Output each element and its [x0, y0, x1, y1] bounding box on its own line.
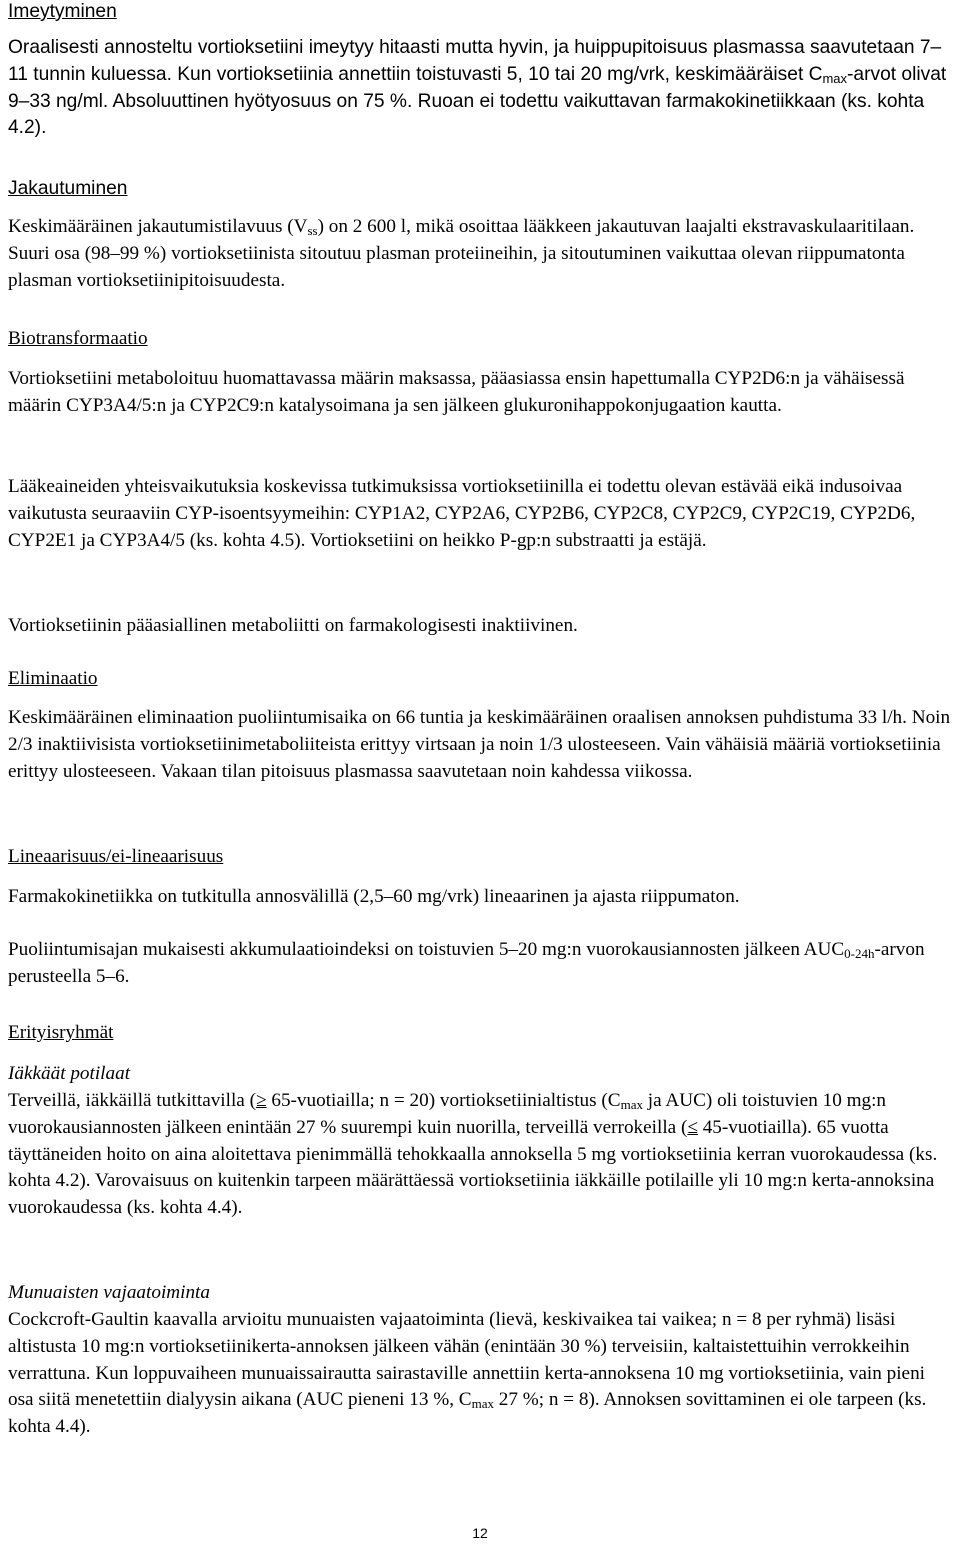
paragraph-biotransformaatio-3: Vortioksetiinin pääasiallinen metaboliitti on farmakologisesti inaktiivinen.	[8, 615, 578, 636]
paragraph-jakautuminen: Keskimääräinen jakautumistilavuus $(V_{ss})$ on 2 600 l, mikä osoittaa lääkkeen jakautuvan laajalti ekstravaskulaaritilaan. Suuri osa (98–99 %) vortioksetiinista sitoutuu plasman proteiineihin, ja sitoutuminen vaikuttaa olevan riippumatonta plasman vortioksetiinipitoisuudesta.	[8, 216, 915, 291]
paragraph-lineaarisuus-2: Puoliintumisajan mukaisesti akkumulaatioindeksi on toistuvien 5–20 mg:n vuorokausiannosten jälkeen $AUC_{0-24h}$-arvon perusteella 5–6.	[8, 939, 925, 987]
paragraph-eliminaatio: Keskimääräinen eliminaation puoliintumisaika on 66 tuntia ja keskimääräinen oraalisen annoksen puhdistuma 33 l/h. Noin 2/3 inaktiivisista vortioksetiinimetaboliiteista erittyy virtsaan ja noin 1/3 ulosteeseen. Vain vähäisiä määriä vortioksetiinia erittyy ulosteeseen. Vakaan tilan pitoisuus plasmassa saavutetaan noin kahdessa viikossa.	[8, 707, 951, 782]
subheading-munuaiset: Munuaisten vajaatoiminta	[8, 1282, 210, 1303]
heading-jakautuminen: Jakautuminen	[8, 178, 128, 199]
heading-eliminaatio: Eliminaatio	[8, 668, 98, 689]
heading-biotransformaatio: Biotransformaatio	[8, 328, 148, 349]
heading-imeytyminen: Imeytyminen	[8, 1, 117, 22]
subheading-iakkaat: Iäkkäät potilaat	[8, 1063, 131, 1084]
heading-erityisryhmat: Erityisryhmät	[8, 1022, 114, 1043]
page-number: 12	[472, 1525, 488, 1541]
paragraph-imeytyminen: Oraalisesti annosteltu vortioksetiini imeytyy hitaasti mutta hyvin, ja huippupitoisuus plasmassa saavutetaan 7–11 tunnin kuluessa. Kun vortioksetiinia annettiin toistuvasti 5, 10 tai 20 mg/vrk, keskimääräiset $C_{max}$-arvot olivat 9–33 ng/ml. Absoluuttinen hyötyosuus on 75 %. Ruoan ei todettu vaikuttavan farmakokinetiikkaan (ks. kohta 4.2).	[8, 37, 947, 139]
paragraph-iakkaat: Terveillä, iäkkäillä tutkittavilla (≥ 65-vuotiailla; n = 20) vortioksetiinialtistus ($C_{max}$ ja AUC) oli toistuvien 10 mg:n vuorokausiannosten jälkeen enintään 27 % suurempi kuin nuorilla, terveillä verrokeilla (≤ 45-vuotiailla). 65 vuotta täyttäneiden hoito on aina aloitettava pienimmällä tehokkaalla annoksella 5 mg vortioksetiinia kerran vuorokaudessa (ks. kohta 4.2). Varovaisuus on kuitenkin tarpeen määrättäessä vortioksetiinia iäkkäille potilaille yli 10 mg:n kerta-annoksina vuorokaudessa (ks. kohta 4.4).	[8, 1090, 938, 1219]
heading-lineaarisuus: Lineaarisuus/ei-lineaarisuus	[8, 846, 224, 867]
paragraph-lineaarisuus-1: Farmakokinetiikka on tutkitulla annosvälillä (2,5–60 mg/vrk) lineaarinen ja ajasta riippumaton.	[8, 886, 740, 907]
paragraph-munuaiset: Cockcroft-Gaultin kaavalla arvioitu munuaisten vajaatoiminta (lievä, keskivaikea tai vaikea; n = 8 per ryhmä) lisäsi altistusta 10 mg:n vortioksetiinikerta-annoksen jälkeen vähän (enintään 30 %) terveisiin, kaltaistettuihin verrokkeihin verrattuna. Kun loppuvaiheen munuaissairautta sairastaville annettiin kerta-annoksena 10 mg vortioksetiinia, vain pieni osa siitä menetettiin dialyysin aikana (AUC pieneni 13 %, $C_{max}$ 27 %; n = 8). Annoksen sovittaminen ei ole tarpeen (ks. kohta 4.4).	[8, 1309, 927, 1438]
paragraph-biotransformaatio-2: Lääkeaineiden yhteisvaikutuksia koskevissa tutkimuksissa vortioksetiinilla ei todettu olevan estävää eikä indusoivaa vaikutusta seuraaviin CYP-isoentsyymeihin: CYP1A2, CYP2A6, CYP2B6, CYP2C8, CYP2C9, CYP2C19, CYP2D6, CYP2E1 ja CYP3A4/5 (ks. kohta 4.5). Vortioksetiini on heikko P-gp:n substraatti ja estäjä.	[8, 476, 916, 551]
paragraph-biotransformaatio-1: Vortioksetiini metaboloituu huomattavassa määrin maksassa, pääasiassa ensin hapettumalla CYP2D6:n ja vähäisessä määrin CYP3A4/5:n ja CYP2C9:n katalysoimana ja sen jälkeen glukuronihappokonjugaation kautta.	[8, 368, 905, 416]
